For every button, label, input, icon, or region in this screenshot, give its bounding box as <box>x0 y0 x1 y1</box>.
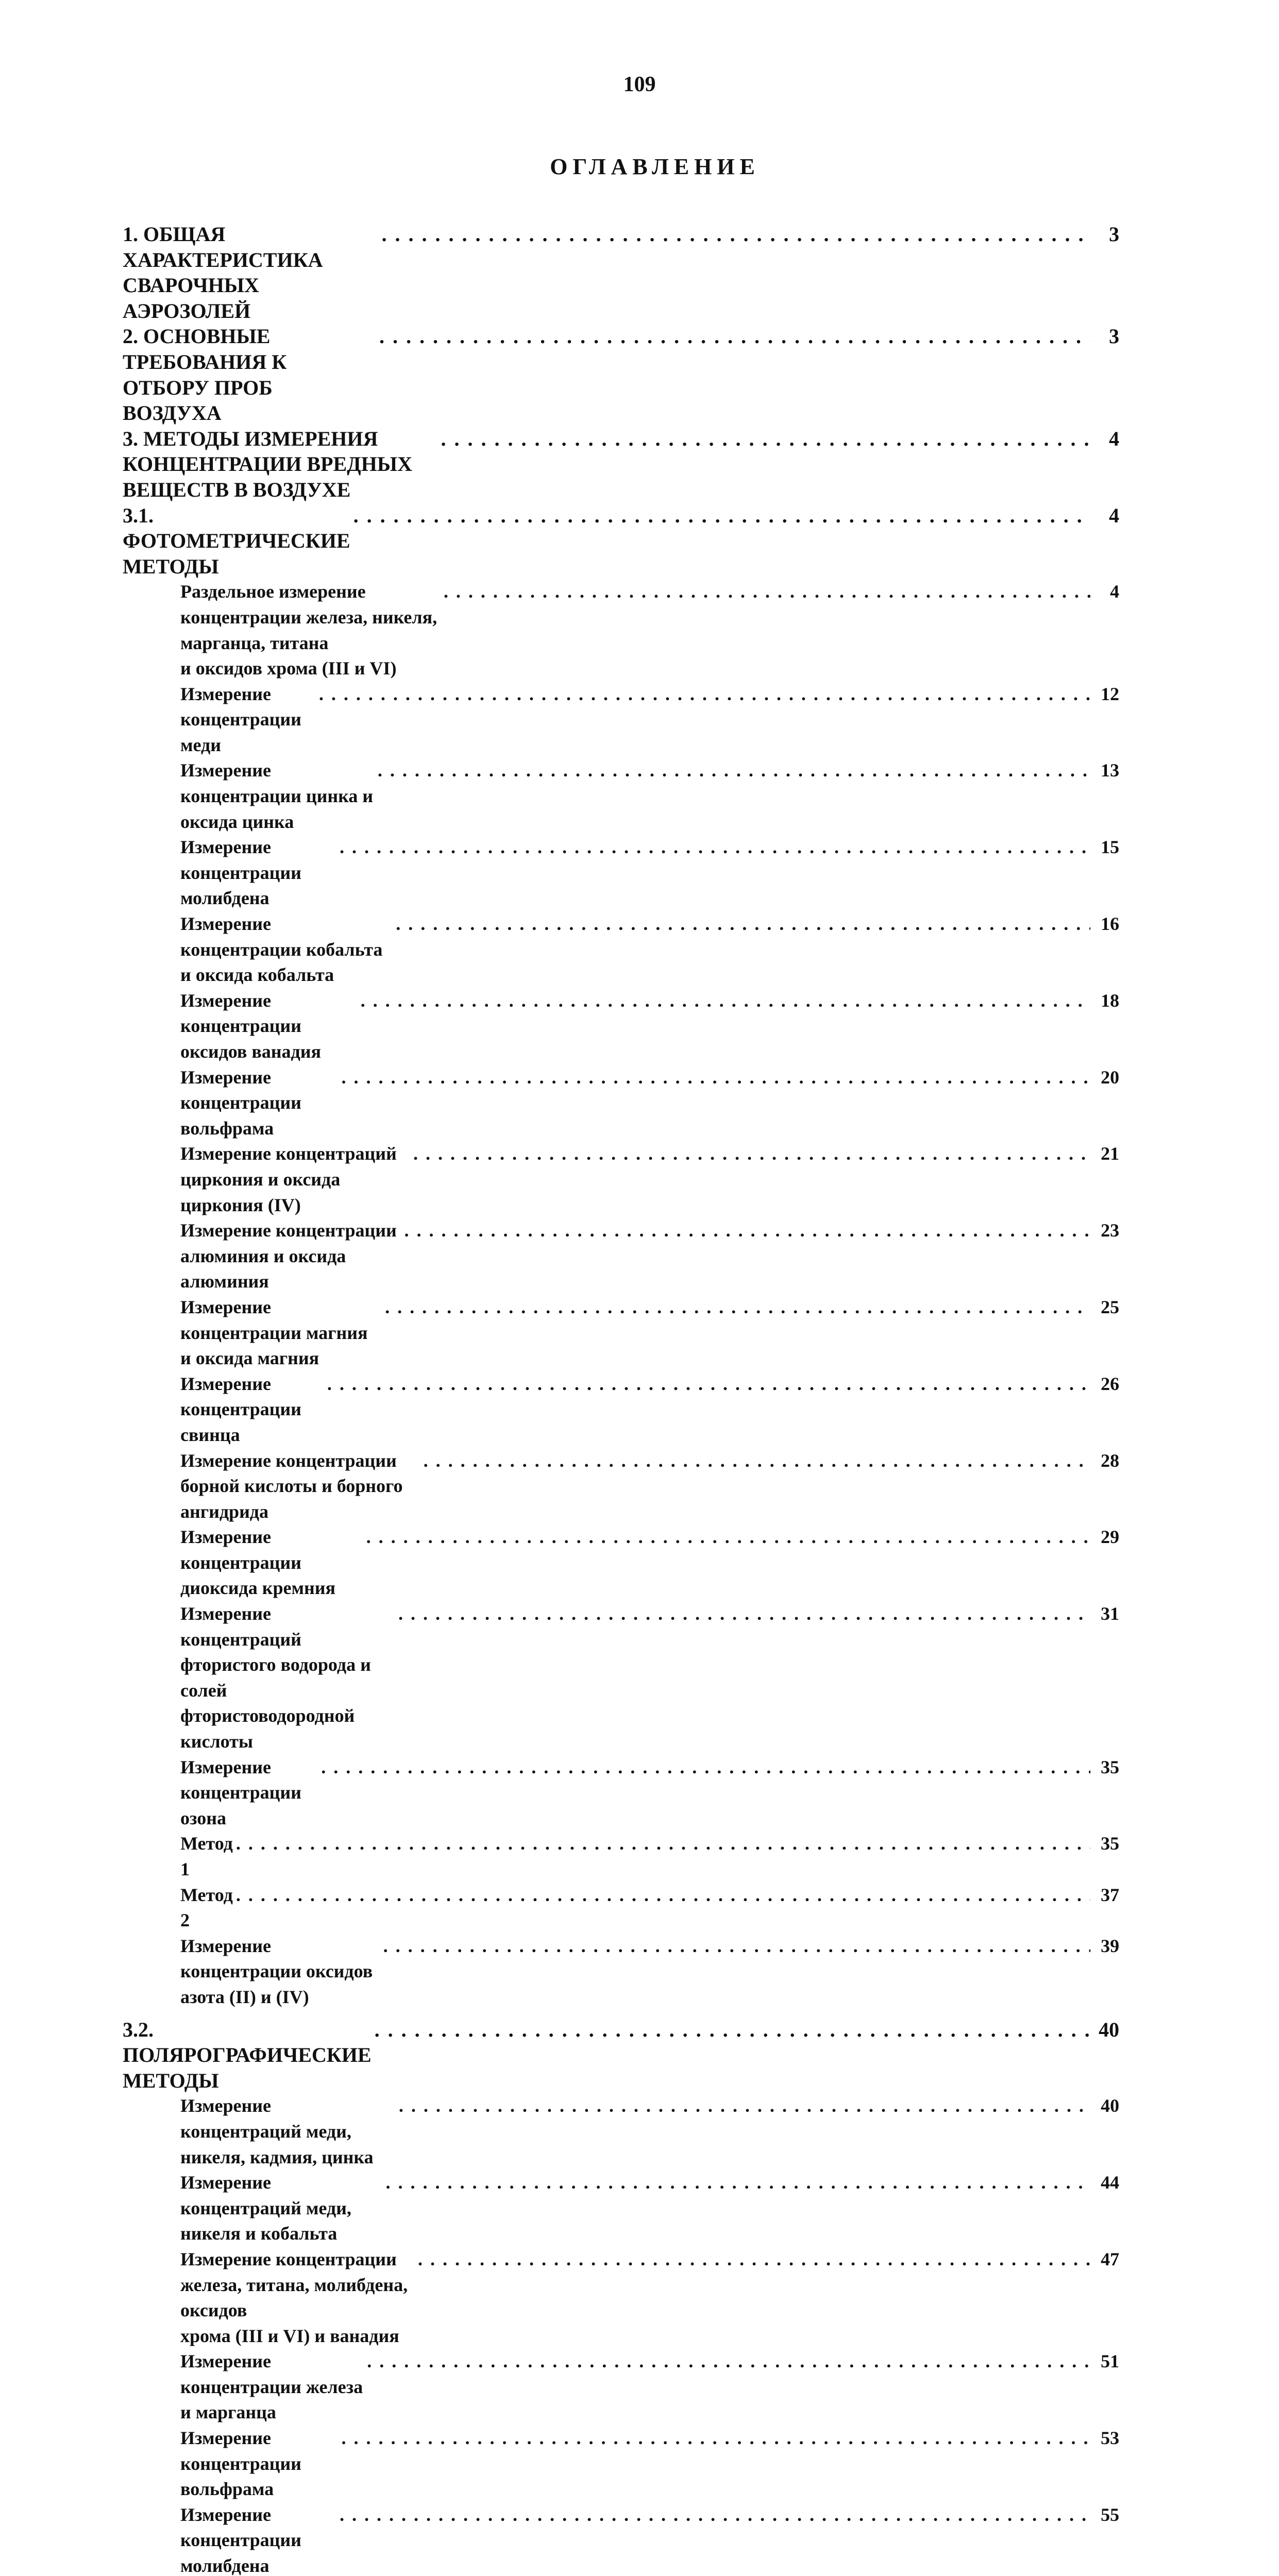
toc-entry-title: Измерение концентрации молибдена <box>180 2504 301 2576</box>
dot-leader <box>361 988 1090 1014</box>
toc-entry-page: 28 <box>1101 1450 1119 1471</box>
toc-entry-page: 51 <box>1101 2351 1119 2372</box>
toc-entry-page: 3 <box>1109 325 1119 348</box>
toc-entry-title: Измерение концентрации цинка и оксида цинка <box>180 760 374 832</box>
toc-entry-title: Измерение концентрации озона <box>180 1756 301 1828</box>
toc-subsection-entry <box>123 1371 1119 1448</box>
toc-entry-title: 3.1. ФОТОМЕТРИЧЕСКИЕ МЕТОДЫ <box>123 503 350 578</box>
toc-subsection-entry <box>123 1218 1119 1295</box>
toc-entry-title: 1. ОБЩАЯ ХАРАКТЕРИСТИКА СВАРОЧНЫХ АЭРОЗОЛЕЙ <box>123 223 323 323</box>
toc-subsection-entry <box>123 2502 1119 2576</box>
dot-leader <box>378 758 1090 784</box>
toc-subsection-entry <box>123 1883 1119 1934</box>
toc-entry-page: 31 <box>1101 1603 1119 1624</box>
toc-subsection-entry <box>123 835 1119 911</box>
toc-subsection-entry <box>123 911 1119 988</box>
toc-entry-page: 4 <box>1110 581 1119 602</box>
dot-leader <box>385 1295 1090 1320</box>
toc-section-entry <box>123 222 1119 324</box>
toc-entry-title: Измерение концентрации меди <box>180 683 301 755</box>
toc-entry-title: Измерение концентрации диоксида кремния <box>180 1527 335 1599</box>
dot-leader <box>441 426 1090 452</box>
toc-entry-title: Измерение концентрации борной кислоты и борного ангидрида <box>180 1450 403 1522</box>
toc-entry-title: Метод 1 <box>180 1833 233 1879</box>
toc-subsection-entry <box>123 988 1119 1065</box>
toc-entry-title: Измерение концентраций циркония и оксида циркония (IV) <box>180 1143 397 1215</box>
dot-leader <box>342 2426 1090 2451</box>
toc-subsection-entry <box>123 1831 1119 1882</box>
toc-entry-page: 29 <box>1101 1527 1119 1548</box>
toc-entry-title: Измерение концентраций фтористого водорода и солей фтористоводородной кислоты <box>180 1603 371 1752</box>
toc-entry-title: Измерение концентрации алюминия и оксида алюминия <box>180 1220 397 1292</box>
toc-entry-page: 44 <box>1101 2172 1119 2193</box>
dot-leader <box>236 1883 1090 1908</box>
toc-title: ОГЛАВЛЕНИЕ <box>550 154 760 179</box>
dot-leader <box>424 1448 1090 1474</box>
toc-entry-page: 20 <box>1101 1066 1119 1088</box>
toc-section-entry <box>123 503 1119 580</box>
dot-leader <box>367 2349 1090 2375</box>
dot-leader <box>383 1934 1090 1959</box>
toc-entry-page: 40 <box>1101 2095 1119 2116</box>
toc-entry-page: 26 <box>1101 1373 1119 1394</box>
toc-entry-title: Раздельное измерение концентрации железа, никеля, марганца, титана и оксидов хрома (III и VI) <box>180 581 437 679</box>
toc-entry-page: 37 <box>1101 1884 1119 1905</box>
toc-entry-page: 35 <box>1101 1833 1119 1854</box>
toc-subsection-entry <box>123 2170 1119 2247</box>
toc-entry-title: Измерение концентрации оксидов азота (II) и (IV) <box>180 1935 373 2007</box>
toc-entry-title: 3. МЕТОДЫ ИЗМЕРЕНИЯ КОНЦЕНТРАЦИИ ВРЕДНЫХ ВЕЩЕСТВ В ВОЗДУХЕ <box>123 427 412 501</box>
dot-leader <box>340 2502 1090 2528</box>
dot-leader <box>327 1371 1090 1397</box>
toc-entry-page: 53 <box>1101 2428 1119 2449</box>
toc-entry-page: 25 <box>1101 1296 1119 1317</box>
toc-entry-title: 3.2. ПОЛЯРОГРАФИЧЕСКИЕ МЕТОДЫ <box>123 2018 372 2092</box>
toc-entry-page: 35 <box>1101 1756 1119 1777</box>
toc-entry-title: Измерение концентрации оксидов ванадия <box>180 990 321 1062</box>
toc-section-entry <box>123 324 1119 426</box>
dot-leader <box>398 1601 1090 1627</box>
toc-entry-page: 3 <box>1109 223 1119 246</box>
toc-entry-page: 21 <box>1101 1143 1119 1164</box>
dot-leader <box>399 2093 1090 2119</box>
toc-entry-title: Измерение концентрации свинца <box>180 1373 301 1445</box>
toc-entry-page: 40 <box>1099 2018 1119 2041</box>
toc-entry-page: 55 <box>1101 2504 1119 2525</box>
toc-entry-page: 4 <box>1109 427 1119 450</box>
toc-entry-title: 2. ОСНОВНЫЕ ТРЕБОВАНИЯ К ОТБОРУ ПРОБ ВОЗДУХА <box>123 325 287 425</box>
toc-section-entry <box>123 426 1119 503</box>
toc-subsection-entry <box>123 1934 1119 2010</box>
dot-leader <box>340 835 1090 860</box>
toc-entry-title: Измерение концентрации кобальта и оксида кобальта <box>180 913 383 986</box>
toc-section-entry <box>123 2017 1119 2094</box>
toc-entry-page: 13 <box>1101 760 1119 781</box>
dot-leader <box>342 1065 1090 1091</box>
toc-entry-title: Измерение концентрации железа, титана, молибдена, оксидов хрома (III и VI) и ванадия <box>180 2248 408 2346</box>
toc-entry-page: 12 <box>1101 683 1119 704</box>
page-number: 109 <box>623 73 656 96</box>
dot-leader <box>379 324 1090 349</box>
toc-subsection-entry <box>123 2349 1119 2426</box>
toc-subsection-entry <box>123 1601 1119 1755</box>
toc-entry-title: Измерение концентраций меди, никеля и кобальта <box>180 2172 351 2244</box>
toc-subsection-entry <box>123 579 1119 681</box>
dot-leader <box>381 222 1090 247</box>
dot-leader <box>396 911 1090 937</box>
toc-subsection-entry <box>123 682 1119 758</box>
toc-entry-page: 47 <box>1101 2248 1119 2269</box>
dot-leader <box>321 1755 1090 1781</box>
toc-subsection-entry <box>123 1141 1119 1218</box>
dot-leader <box>319 682 1090 707</box>
dot-leader <box>418 2247 1090 2273</box>
toc-subsection-entry <box>123 1065 1119 1142</box>
toc-entry-title: Измерение концентрации вольфрама <box>180 1066 301 1139</box>
toc-entry-page: 39 <box>1101 1935 1119 1956</box>
dot-leader <box>413 1141 1090 1167</box>
toc-subsection-entry <box>123 1524 1119 1601</box>
toc-subsection-entry <box>123 1448 1119 1525</box>
toc-entry-page: 16 <box>1101 913 1119 935</box>
toc-entry-page: 18 <box>1101 990 1119 1011</box>
toc-subsection-entry <box>123 2247 1119 2349</box>
dot-leader <box>405 1218 1090 1244</box>
toc-subsection-entry <box>123 2093 1119 2170</box>
toc-entry-page: 23 <box>1101 1220 1119 1241</box>
table-of-contents <box>123 222 1119 2576</box>
toc-entry-title: Измерение концентрации магния и оксида магния <box>180 1296 368 1369</box>
toc-subsection-entry <box>123 2426 1119 2502</box>
toc-entry-title: Измерение концентрации вольфрама <box>180 2428 301 2500</box>
toc-entry-page: 15 <box>1101 837 1119 858</box>
toc-subsection-entry <box>123 758 1119 835</box>
toc-entry-title: Измерение концентраций меди, никеля, кадмия, цинка <box>180 2095 374 2167</box>
toc-entry-title: Метод 2 <box>180 1884 233 1931</box>
dot-leader <box>354 503 1090 529</box>
dot-leader <box>236 1831 1090 1857</box>
toc-subsection-entry <box>123 1295 1119 1371</box>
dot-leader <box>386 2170 1091 2196</box>
dot-leader <box>366 1524 1090 1550</box>
dot-leader <box>444 579 1090 605</box>
dot-leader <box>375 2017 1090 2043</box>
toc-entry-page: 4 <box>1109 503 1119 527</box>
toc-subsection-entry <box>123 1755 1119 1832</box>
toc-entry-title: Измерение концентрации железа и марганца <box>180 2351 363 2423</box>
toc-entry-title: Измерение концентрации молибдена <box>180 837 301 909</box>
